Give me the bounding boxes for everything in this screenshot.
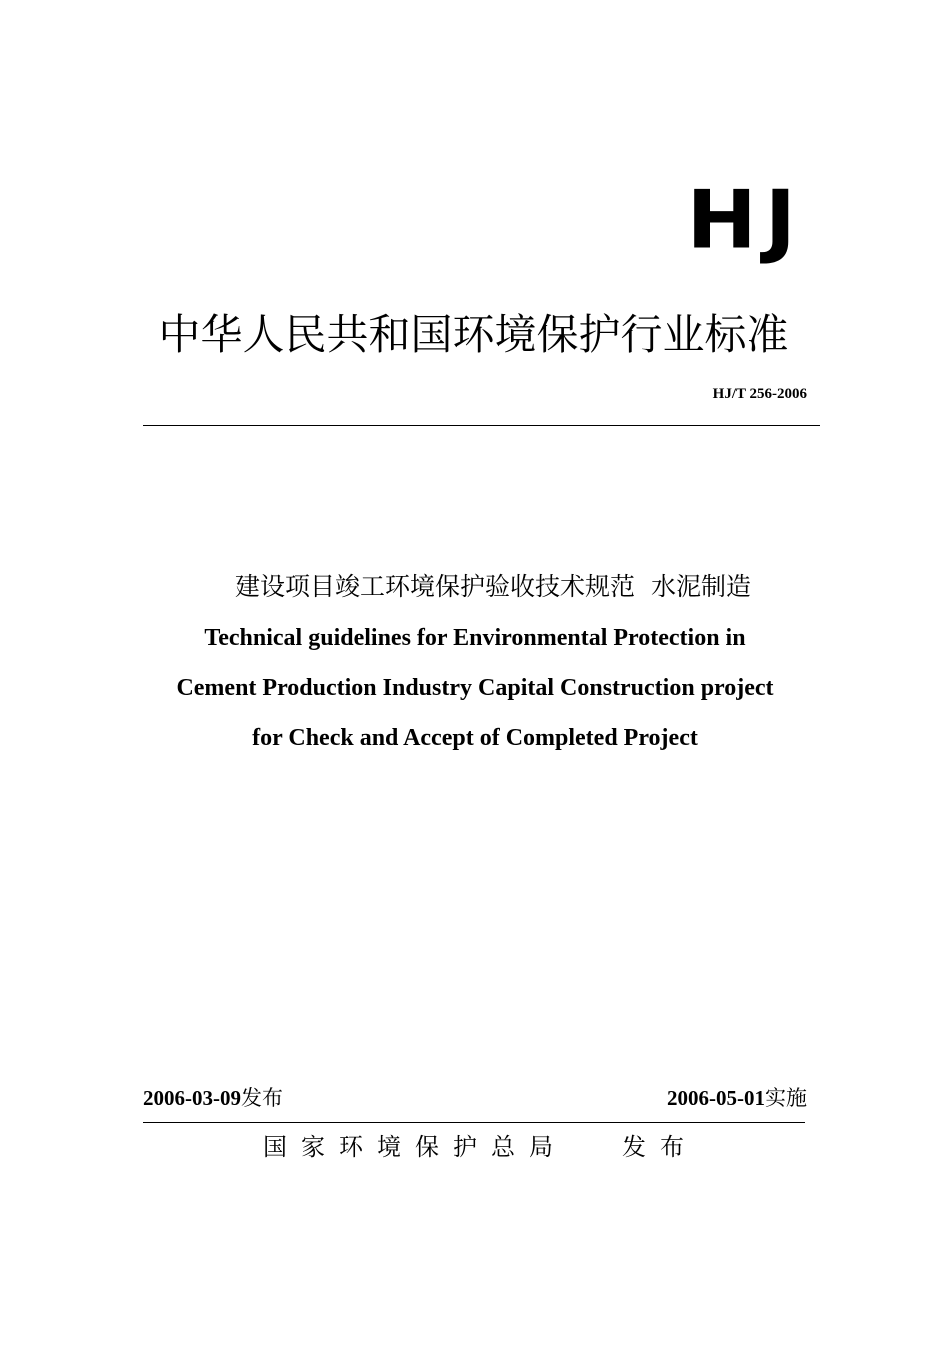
standard-number: HJ/T 256-2006 [712,386,807,402]
publish-label: 发布 [622,1133,698,1161]
hj-logo: HJ [686,173,804,267]
implement-date-block [667,1086,807,1111]
header-divider [143,425,820,426]
implement-date: 2006-05-01 [667,1086,765,1110]
implement-label: 实施 [765,1086,807,1110]
issue-date: 2006-03-09 [143,1086,241,1110]
english-title-line-1: Technical guidelines for Environmental Protection in [204,625,746,651]
issue-label: 发布 [241,1086,283,1110]
standard-category-title: 中华人民共和国环境保护行业标准 [158,310,789,359]
english-title-line-3: for Check and Accept of Completed Project [252,725,698,751]
footer-divider [143,1122,805,1123]
publisher-name: 国家环境保护总局 [263,1133,567,1161]
english-title-line-2: Cement Production Industry Capital Construction project [176,675,774,701]
chinese-title: 建设项目竣工环境保护验收技术规范 水泥制造 [235,572,751,601]
issue-date-block [143,1086,283,1111]
